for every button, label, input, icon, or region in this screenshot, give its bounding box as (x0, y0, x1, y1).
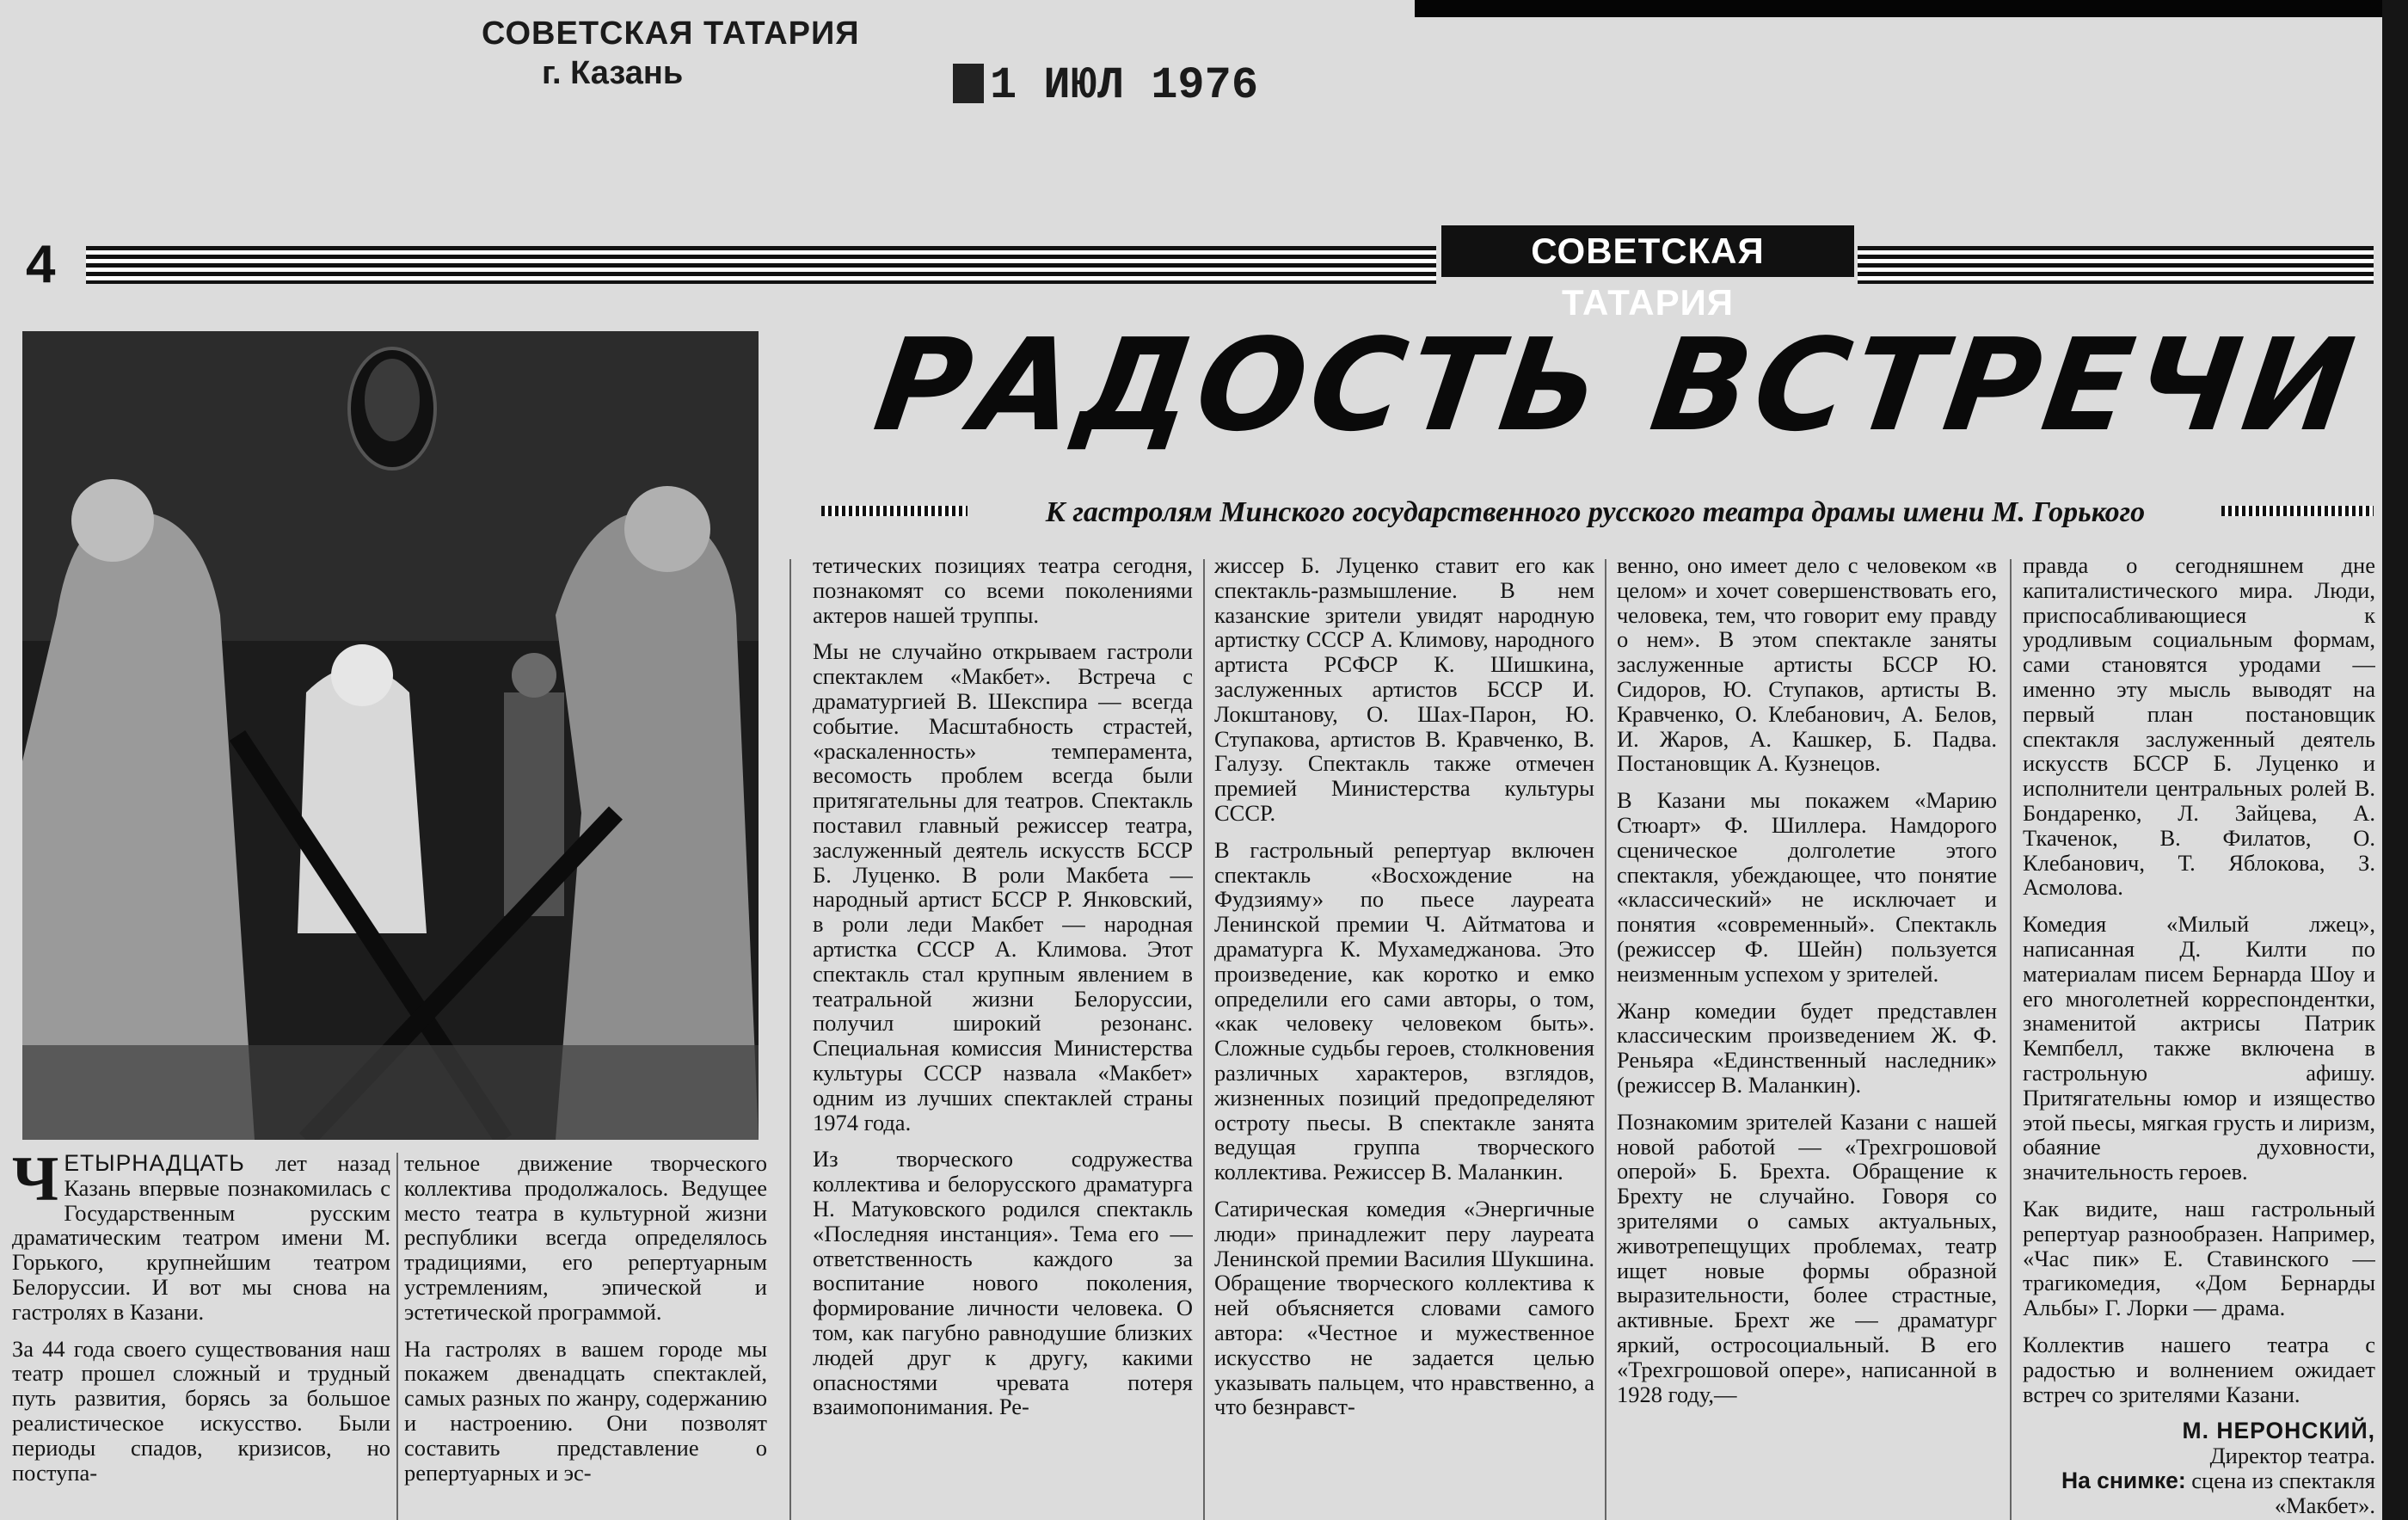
article-paragraph: Жанр комедии будет представлен классическим произведением Ж. Ф. Реньяра «Единственный наследник» (режиссер В. Маланкин). (1617, 997, 1997, 1098)
author-title: Директор театра. (2209, 1443, 2375, 1469)
article-paragraph: правда о сегодняшнем дне капиталистического мира. Люди, приспосабливающиеся к уродливым социальным формам, сами становятся уродами — именно эту мысль выводят на первый план постановщик спектакля заслуженный деятель искусств БССР Б. Луценко и исполнители центральных ролей В. Бондаренко, Л. Зайцева, А. Ткаченок, В. Филатов, О. Клебанович, Т. Яблокова, З. Асмолова. (2023, 553, 2375, 901)
lead-word: ЕТЫРНАДЦАТЬ (64, 1151, 245, 1176)
article-paragraph: В гастрольный репертуар включен спектакль «Восхождение на Фудзияму» по пьесе лауреата Ленинской премии Ч. Айтматова и драматурга К. Мухамеджанова. Это произведение, как коротко и емко определили его сами авторы, о том, «как человеку человеком быть». Сложные судьбы героев, столкновения различных характеров, взглядов, жизненных позиций предопределяют остроту пьесы. В спектакле занята ведущая группа творческого коллектива. Режиссер В. Маланкин. (1214, 836, 1594, 1185)
article-paragraph: Мы не случайно открываем гастроли спектаклем «Макбет». Встреча с драматургией В. Шекспира — всегда событие. Масштабность страстей, «раскаленность» темперамента, весомость проблем всегда были притягательны для театров. Спектакль поставил главный режиссер театра, заслуженный деятель искусств БССР Б. Луценко. В роли Макбета — народный артист БССР Р. Янковский, в роли леди Макбет — народная артистка СССР А. Климова. Этот спектакль стал крупным явлением в театральной жизни Белоруссии, получил широкий резонанс. Специальная комиссия Министерства культуры СССР назвала «Макбет» одним из лучших спектаклей страны 1974 года. (813, 638, 1193, 1135)
article-subheadline: К гастролям Минского государственного русского театра драмы имени М. Горького (1045, 496, 2146, 528)
article-paragraph: В Казани мы покажем «Марию Стюарт» Ф. Шиллера. Намдорого сценическое долголетие этого спектакля, убеждающее, что понятие «классический» не исключает и понятия «современный». Спектакль (режиссер Ф. Шейн) пользуется неизменным успехом у зрителей. (1617, 787, 1997, 987)
masthead-rule-right (1858, 246, 2374, 284)
photo-scene-illustration (22, 331, 759, 1140)
article-paragraph: венно, оно имеет дело с человеком «в целом» и хочет совершенствовать его, человека, тем, что говорит ему правду о нем». В этом спектакле заняты заслуженные артисты БССР Ю. Сидоров, Ю. Ступаков, артисты В. Кравченко, О. Клебанович, А. Белов, И. Жаров, А. Кашкер, Б. Падва. Постановщик А. Кузнецов. (1617, 553, 1997, 777)
article-paragraph: тетических позициях театра сегодня, познакомят со всеми поколениями актеров нашей труппы. (813, 553, 1193, 628)
caption-label: На снимке: (2061, 1467, 2186, 1493)
article-column-1 (12, 1151, 390, 1520)
column-separator (396, 1153, 398, 1520)
article-column-5 (1617, 553, 1997, 1520)
article-paragraph: Познакомим зрителей Казани с нашей новой работой — «Трехгрошовой оперой» Б. Брехта. Обращение к Брехту не случайно. Говоря со зрителями о самых актуальных, животрепещущих проблемах, театр ищет новые формы образной выразительности, более страстные, активные. Брехт же — драматург яркий, остросоциальный. В его «Трехгрошовой опере», написанной в 1928 году,— (1617, 1108, 1997, 1407)
article-headline: РАДОСТЬ ВСТРЕЧИ (866, 311, 2368, 459)
masthead-rule-left (86, 246, 1436, 284)
article-column-6 (2023, 553, 2375, 1520)
stamp-paper-name: СОВЕТСКАЯ ТАТАРИЯ (482, 15, 860, 52)
article-paragraph: На гастролях в вашем городе мы покажем двенадцать спектаклей, самых разных по жанру, содержанию и настроению. Они позволят составить представление о репертуарных и эс- (404, 1335, 767, 1486)
page-number: 4 (26, 235, 56, 294)
stamp-city: г. Казань (542, 55, 684, 91)
column-separator (1605, 559, 1606, 1520)
column-separator (2010, 559, 2012, 1520)
article-paragraph: тельное движение творческого коллектива продолжалось. Ведущее место театра в культурной жизни республики всегда определялось традициями, его репертуарным устремлениям, эпической и эстетической программой. (404, 1151, 767, 1325)
article-paragraph: Из творческого содружества коллектива и белорусского драматурга Н. Матуковского родился спектакль «Последняя инстанция». Тема его — ответственность каждого за воспитание нового поколения, формирование личности человека. О том, как пагубно равнодушие близких людей друг к другу, какими опасностями чревата потеря взаимопонимания. Ре- (813, 1146, 1193, 1420)
article-paragraph: Сатирическая комедия «Энергичные люди» принадлежит перу лауреата Ленинской премии Василия Шукшина. Обращение творческого коллектива к ней объясняется словами самого автора: «Честное и мужественное искусство не задается целью указывать пальцем, что нравственно, а что безнравст- (1214, 1195, 1594, 1420)
author-signature: М. НЕРОНСКИЙ, (2182, 1418, 2375, 1444)
article-paragraph: Как видите, наш гастрольный репертуар разнообразен. Например, «Час пик» Е. Ставинского — трагикомедия, «Дом Бернарды Альбы» Г. Лорки — драма. (2023, 1195, 2375, 1321)
drop-cap: Ч (12, 1151, 59, 1215)
subhead-ornament-right (2221, 506, 2374, 516)
article-paragraph: ЧЕТЫРНАДЦАТЬ лет назад Казань впервые познакомилась с Государственным русским драматическим театром имени М. Горького, крупнейшим театром Белоруссии. И вот мы снова на гастролях в Казани. (12, 1151, 390, 1325)
figure-center (298, 667, 427, 933)
caption-text: сцена из спектакля «Макбет». (2185, 1467, 2375, 1518)
article-column-4 (1214, 553, 1594, 1520)
article-column-3 (813, 553, 1193, 1520)
article-column-2 (404, 1151, 767, 1520)
article-paragraph: Комедия «Милый лжец», написанная Д. Килти по материалам писем Бернарда Шоу и его многолетней корреспондентки, знаменитой актрисы Патрик Кемпбелл, также включена в гастрольную афишу. Притягательны юмор и изящество этой пьесы, мягкая грусть и лиризм, обаяние духовности, значительность героев. (2023, 911, 2375, 1185)
scan-border-right (2382, 0, 2408, 1520)
column-separator (1203, 559, 1205, 1520)
article-paragraph: жиссер Б. Луценко ставит его как спектакль-размышление. В нем казанские зрители увидят народную артистку СССР А. Климову, народного артиста РСФСР К. Шишкина, заслуженных артистов БССР И. Локштанову, О. Шах-Парон, Ю. Ступакова, артистов В. Кравченко, В. Галузу. Спектакль также отмечен премией Министерства культуры СССР. (1214, 553, 1594, 826)
scan-border-top (1415, 0, 2408, 17)
subhead-ornament-left (821, 506, 968, 516)
article-paragraph: За 44 года своего существования наш театр прошел сложный и трудный путь развития, борясь за большое реалистическое искусство. Были периоды спадов, кризисов, но поступа- (12, 1335, 390, 1486)
photo-caption (2023, 1468, 2375, 1518)
masthead-paper-name: СОВЕТСКАЯ ТАТАРИЯ (1441, 225, 1854, 277)
article-paragraph: Коллектив нашего театра с радостью и волнением ожидает встреч со зрителями Казани. (2023, 1331, 2375, 1407)
article-photo (22, 331, 759, 1140)
stamp-date: 1 ИЮЛ 1976 (990, 60, 1259, 111)
column-separator (789, 559, 791, 1520)
